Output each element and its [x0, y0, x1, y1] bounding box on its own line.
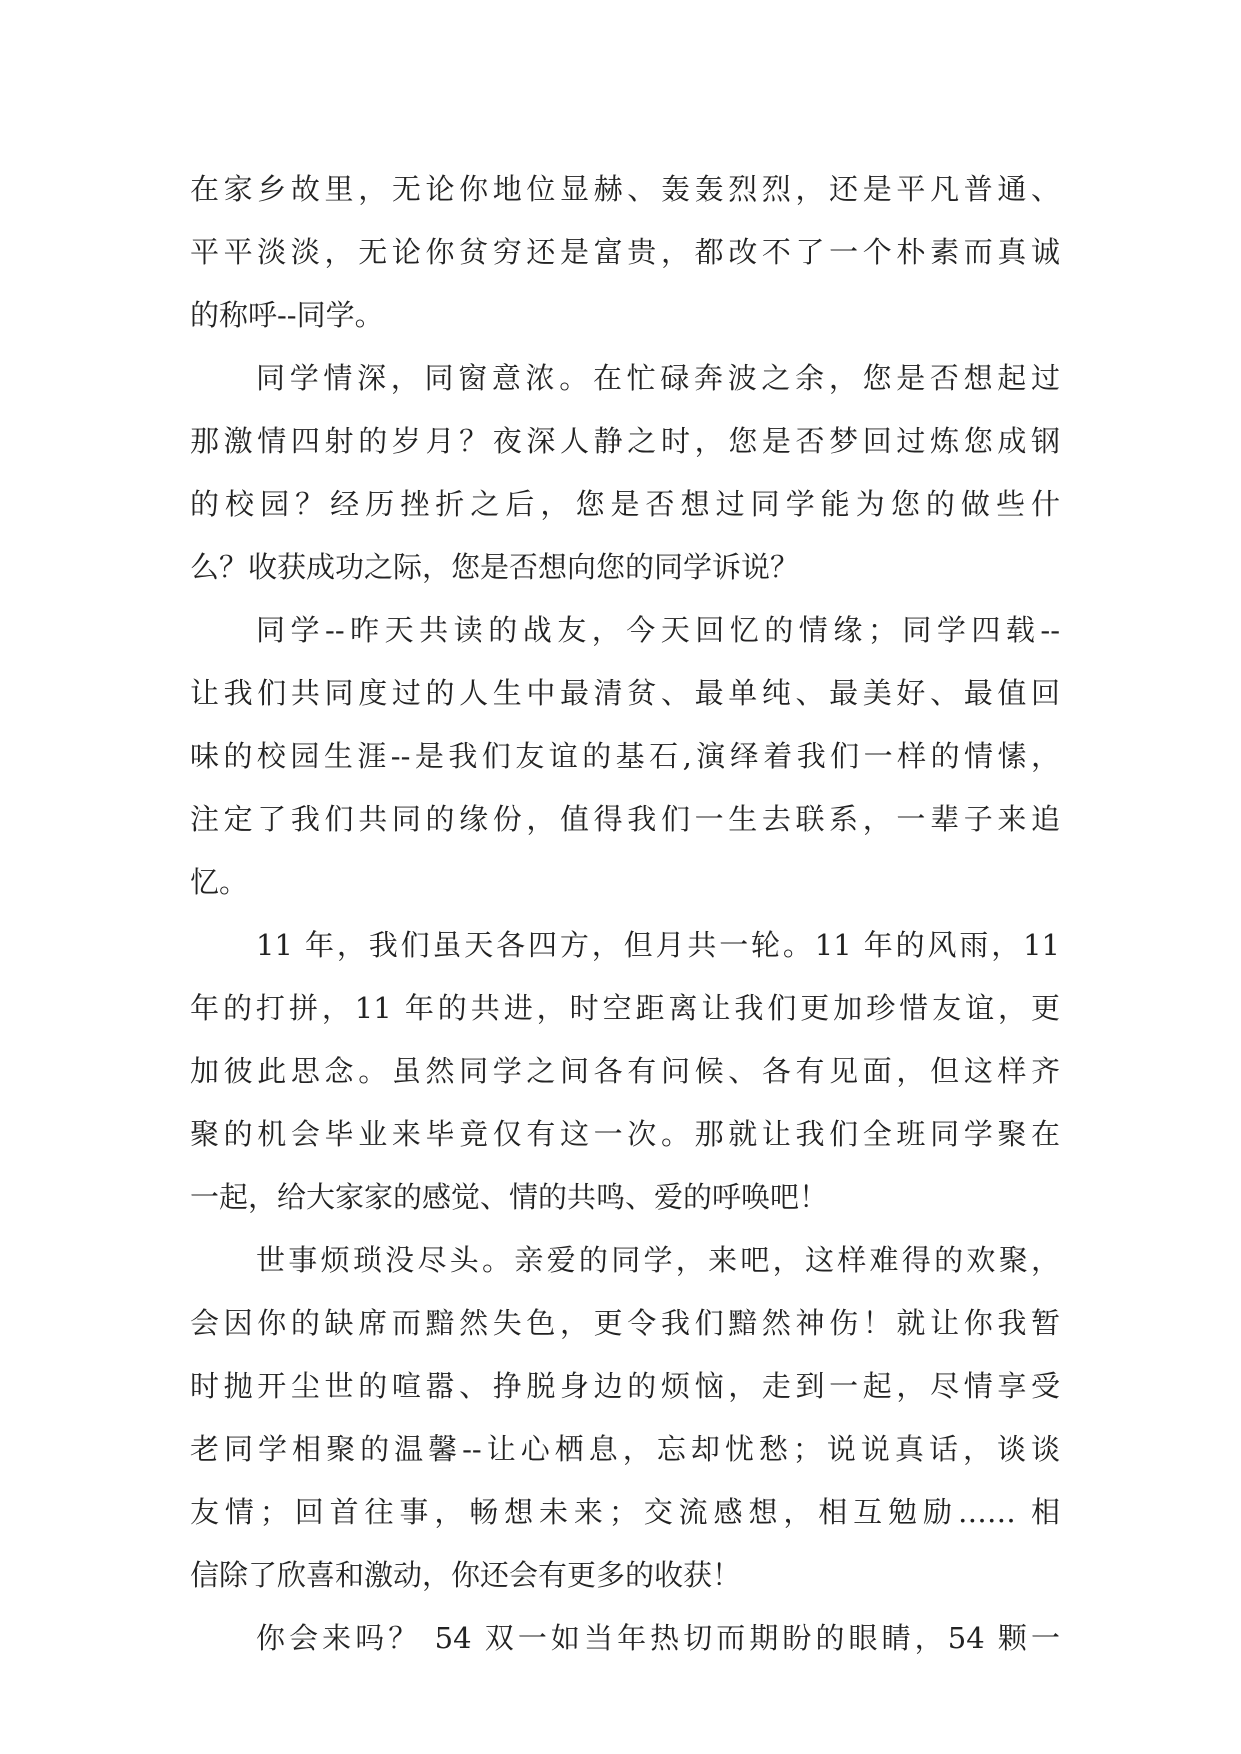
paragraph-line: 你会来吗？ 54 双一如当年热切而期盼的眼睛，54 颗一 [256, 1621, 1060, 1655]
paragraph-line: 的称呼--同学。 [190, 298, 384, 332]
paragraph-line: 让我们共同度过的人生中最清贫、最单纯、最美好、最值回 [190, 676, 1060, 710]
paragraph-line: 一起，给大家家的感觉、情的共鸣、爱的呼唤吧！ [190, 1180, 829, 1214]
paragraph-line: 年的打拼，11 年的共进，时空距离让我们更加珍惜友谊，更 [190, 991, 1060, 1025]
paragraph-line: 的校园？经历挫折之后，您是否想过同学能为您的做些什 [190, 487, 1060, 521]
paragraph-line: 同学--昨天共读的战友，今天回忆的情缘；同学四载-- [256, 613, 1060, 647]
paragraph-line: 么？收获成功之际，您是否想向您的同学诉说？ [190, 550, 800, 584]
paragraph-6 [190, 1607, 1060, 1670]
paragraph-1 [190, 158, 1060, 347]
paragraph-line: 平平淡淡，无论你贫穷还是富贵，都改不了一个朴素而真诚 [190, 235, 1060, 269]
paragraph-line: 聚的机会毕业来毕竟仅有这一次。那就让我们全班同学聚在 [190, 1117, 1060, 1151]
paragraph-4 [190, 914, 1060, 1229]
document-body [190, 158, 1060, 1670]
paragraph-3 [190, 599, 1060, 914]
paragraph-line: 老同学相聚的温馨--让心栖息，忘却忧愁；说说真话，谈谈 [190, 1432, 1060, 1466]
paragraph-line: 友情；回首往事，畅想未来；交流感想，相互勉励…… 相 [190, 1495, 1060, 1529]
paragraph-line: 世事烦琐没尽头。亲爱的同学，来吧，这样难得的欢聚， [256, 1243, 1060, 1277]
paragraph-5 [190, 1229, 1060, 1607]
paragraph-line: 时抛开尘世的喧嚣、挣脱身边的烦恼，走到一起，尽情享受 [190, 1369, 1060, 1403]
paragraph-line: 11 年，我们虽天各四方，但月共一轮。11 年的风雨，11 [256, 928, 1060, 962]
paragraph-line: 同学情深，同窗意浓。在忙碌奔波之余，您是否想起过 [256, 361, 1060, 395]
paragraph-line: 那激情四射的岁月？夜深人静之时，您是否梦回过炼您成钢 [190, 424, 1060, 458]
paragraph-line: 在家乡故里，无论你地位显赫、轰轰烈烈，还是平凡普通、 [190, 172, 1060, 206]
paragraph-line: 味的校园生涯--是我们友谊的基石,演绎着我们一样的情愫， [190, 739, 1060, 773]
paragraph-line: 会因你的缺席而黯然失色，更令我们黯然神伤！就让你我暂 [190, 1306, 1060, 1340]
paragraph-line: 忆。 [190, 865, 249, 899]
paragraph-2 [190, 347, 1060, 599]
paragraph-line: 加彼此思念。虽然同学之间各有问候、各有见面，但这样齐 [190, 1054, 1060, 1088]
paragraph-line: 信除了欣喜和激动，你还会有更多的收获！ [190, 1558, 742, 1592]
paragraph-line: 注定了我们共同的缘份，值得我们一生去联系，一辈子来追 [190, 802, 1060, 836]
